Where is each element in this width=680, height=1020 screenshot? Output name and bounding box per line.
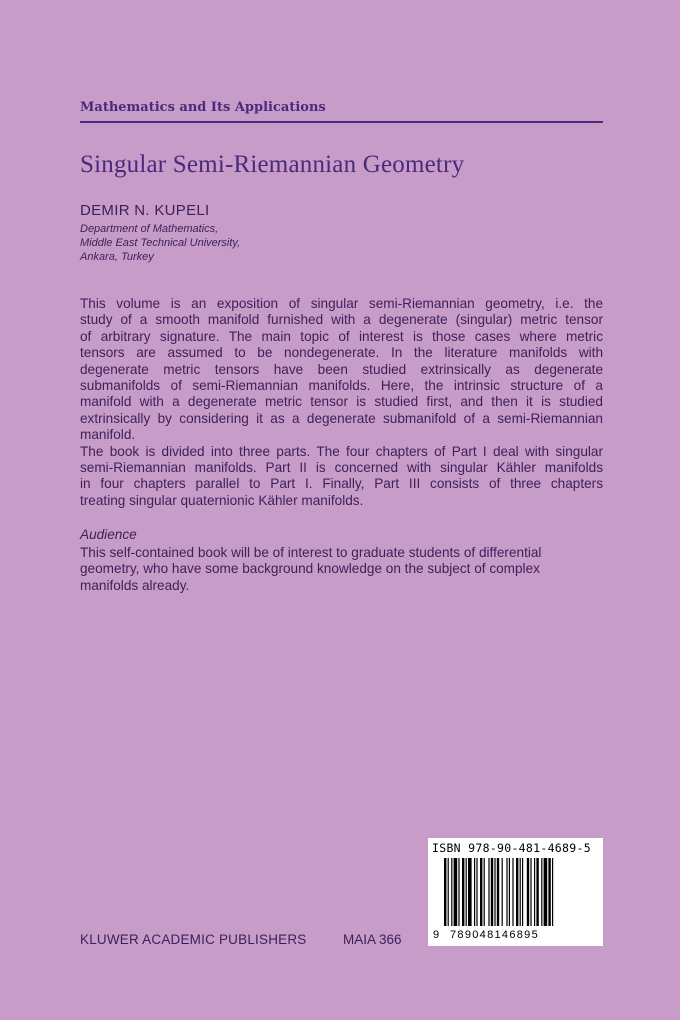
- affiliation-line: Middle East Technical University,: [80, 237, 241, 249]
- description-line: manifold with a degenerate metric tensor is studied first, and then it is studied: [80, 394, 603, 410]
- barcode-bar: [516, 858, 518, 926]
- barcode-bar: [512, 858, 513, 926]
- ean-first-digit: 9: [433, 929, 440, 941]
- barcode-bar: [491, 858, 493, 926]
- barcode-bar: [541, 858, 542, 926]
- audience-heading: Audience: [80, 527, 137, 542]
- author-name: DEMIR N. KUPELI: [80, 202, 210, 219]
- barcode-bar: [474, 858, 475, 926]
- barcode-bar: [444, 858, 446, 926]
- description: [80, 296, 603, 509]
- barcode-bar: [530, 858, 531, 926]
- series-number: MAIA 366: [343, 932, 402, 947]
- barcode-bar: [462, 858, 464, 926]
- isbn-barcode-box: [428, 838, 603, 946]
- barcode-bar: [468, 858, 472, 926]
- barcode-bar: [527, 858, 529, 926]
- description-paragraph-1: [80, 296, 603, 444]
- barcode-bar: [522, 858, 523, 926]
- ean-digits: 789048146895: [450, 929, 540, 941]
- description-line: extrinsically by considering it as a degenerate submanifold of a semi-Riemannian: [80, 410, 603, 426]
- description-line: in four chapters parallel to Part I. Finally, Part III consists of three chapters: [80, 476, 603, 492]
- description-line: semi-Riemannian manifolds. Part II is concerned with singular Kähler manifolds: [80, 460, 603, 476]
- audience-text: [80, 545, 603, 594]
- barcode-bar: [552, 858, 553, 926]
- barcode-bar: [484, 858, 485, 926]
- barcode-bar: [476, 858, 477, 926]
- barcode-bar: [458, 858, 459, 926]
- barcode-bar: [494, 858, 495, 926]
- description-line: submanifolds of semi-Riemannian manifolds. Here, the intrinsic structure of a: [80, 378, 603, 394]
- author-affiliation: [80, 222, 240, 264]
- description-paragraph-2: [80, 444, 603, 510]
- description-line: treating singular quaternionic Kähler manifolds.: [80, 492, 364, 508]
- barcode-bar: [454, 858, 458, 926]
- header-rule: [80, 121, 603, 123]
- barcode-bar: [488, 858, 489, 926]
- isbn-label: ISBN 978-90-481-4689-5: [432, 841, 591, 855]
- barcode-bar: [509, 858, 510, 926]
- barcode-bar: [544, 858, 548, 926]
- barcode-bar: [506, 858, 507, 926]
- barcode-bar: [480, 858, 482, 926]
- barcode-bar: [536, 858, 538, 926]
- barcode-bar: [548, 858, 550, 926]
- publisher-name: KLUWER ACADEMIC PUBLISHERS: [80, 932, 307, 947]
- audience-line: manifolds already.: [80, 577, 190, 593]
- barcode-bar: [497, 858, 499, 926]
- book-title: Singular Semi-Riemannian Geometry: [80, 151, 465, 178]
- series-title: Mathematics and Its Applications: [80, 100, 326, 115]
- barcode-bar: [502, 858, 503, 926]
- barcode-bar: [466, 858, 467, 926]
- barcode-bar: [534, 858, 535, 926]
- description-line: tensors are assumed to be nondegenerate. In the literature manifolds with: [80, 345, 603, 361]
- audience-line: geometry, who have some background knowledge on the subject of complex: [80, 561, 540, 577]
- affiliation-line: Department of Mathematics,: [80, 223, 219, 235]
- affiliation-line: Ankara, Turkey: [80, 251, 154, 263]
- description-line: of arbitrary signature. The main topic of interest is those cases where metric: [80, 328, 603, 344]
- barcode-bar: [520, 858, 521, 926]
- barcode-bar: [451, 858, 452, 926]
- description-line: The book is divided into three parts. The four chapters of Part I deal with singular: [80, 443, 603, 459]
- audience-line: This self-contained book will be of interest to graduate students of differential: [80, 545, 542, 560]
- description-line: degenerate metric tensors have been studied extrinsically as degenerate: [80, 361, 603, 377]
- description-line: study of a smooth manifold furnished with a degenerate (singular) metric tensor: [80, 312, 603, 328]
- barcode-bar: [448, 858, 449, 926]
- description-line: This volume is an exposition of singular semi-Riemannian geometry, i.e. the: [80, 296, 603, 311]
- description-line: manifold.: [80, 427, 136, 443]
